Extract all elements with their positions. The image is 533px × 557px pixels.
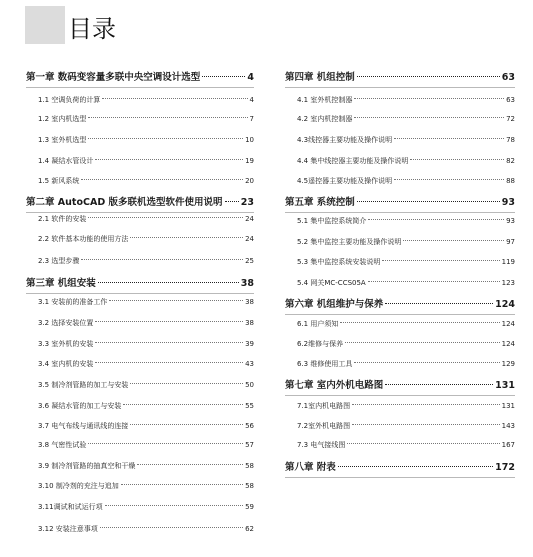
toc-entry-label: 第三章 机组安装: [26, 278, 96, 289]
toc-entry-label: 3.5 制冷剂管路的加工与安装: [38, 381, 129, 389]
toc-chapter-entry[interactable]: [285, 462, 515, 474]
toc-page-number: 19: [245, 157, 254, 165]
toc-section-entry[interactable]: [285, 237, 515, 247]
toc-page-number: 56: [245, 422, 254, 430]
toc-dot-leader: [88, 117, 247, 118]
toc-page-number: 124: [501, 340, 515, 348]
chapter-divider-line: [285, 87, 515, 88]
toc-entry-label: 3.3 室外机的安装: [38, 340, 94, 348]
toc-page-number: 38: [240, 278, 254, 289]
toc-section-entry[interactable]: [285, 359, 515, 369]
toc-section-entry[interactable]: [285, 278, 515, 288]
toc-page-number: 72: [506, 115, 515, 123]
toc-section-entry[interactable]: [26, 481, 254, 491]
toc-section-entry[interactable]: [285, 176, 515, 186]
toc-page-number: 25: [245, 257, 254, 265]
toc-entry-label: 3.1 安装前的准备工作: [38, 298, 108, 306]
chapter-divider-line: [285, 395, 515, 396]
toc-dot-leader: [352, 404, 499, 405]
toc-dot-leader: [345, 342, 499, 343]
toc-entry-label: 第四章 机组控制: [285, 72, 355, 83]
toc-entry-label: 7.1室内机电路图: [297, 402, 351, 410]
toc-dot-leader: [121, 484, 243, 485]
toc-entry-label: 4.2 室内机控制器: [297, 115, 353, 123]
toc-chapter-entry[interactable]: [26, 278, 254, 290]
toc-page-number: 124: [495, 299, 515, 310]
toc-page-number: 38: [245, 298, 254, 306]
toc-entry-label: 3.7 电气布线与通讯线的连接: [38, 422, 129, 430]
toc-section-entry[interactable]: [26, 421, 254, 431]
toc-page-number: 24: [245, 235, 254, 243]
chapter-divider-line: [285, 477, 515, 478]
toc-entry-label: 5.3 集中监控系统安装说明: [297, 258, 381, 266]
toc-section-entry[interactable]: [285, 319, 515, 329]
toc-page-number: 82: [506, 157, 515, 165]
toc-entry-label: 4.5遥控器主要功能及操作说明: [297, 177, 393, 185]
toc-chapter-entry[interactable]: [285, 197, 515, 209]
toc-section-entry[interactable]: [26, 440, 254, 450]
toc-section-entry[interactable]: [285, 114, 515, 124]
toc-section-entry[interactable]: [26, 502, 254, 512]
toc-section-entry[interactable]: [285, 421, 515, 431]
toc-entry-label: 1.5 新风系统: [38, 177, 80, 185]
toc-dot-leader: [357, 76, 500, 77]
toc-dot-leader: [354, 117, 504, 118]
toc-page-number: 10: [245, 136, 254, 144]
toc-section-entry[interactable]: [26, 156, 254, 166]
toc-page-number: 131: [495, 380, 515, 391]
toc-page-number: 93: [501, 197, 515, 208]
toc-section-entry[interactable]: [285, 216, 515, 226]
toc-dot-leader: [105, 505, 243, 506]
toc-entry-label: 2.2 软件基本功能的使用方法: [38, 235, 129, 243]
toc-entry-label: 4.4 集中线控器主要功能及操作说明: [297, 157, 409, 165]
toc-page-number: 23: [240, 197, 254, 208]
toc-page-number: 4: [247, 72, 254, 83]
toc-page-number: 39: [245, 340, 254, 348]
toc-entry-label: 1.3 室外机选型: [38, 136, 87, 144]
toc-page-number: 7: [249, 115, 254, 123]
toc-dot-leader: [385, 384, 493, 385]
toc-chapter-entry[interactable]: [285, 380, 515, 392]
toc-chapter-entry[interactable]: [26, 72, 254, 84]
toc-dot-leader: [354, 362, 499, 363]
toc-chapter-entry[interactable]: [285, 299, 515, 311]
toc-dot-leader: [102, 98, 247, 99]
toc-section-entry[interactable]: [26, 234, 254, 244]
toc-page-number: 62: [245, 525, 254, 533]
toc-dot-leader: [137, 464, 243, 465]
toc-dot-leader: [109, 300, 243, 301]
page-title: 目录: [68, 15, 116, 43]
toc-dot-leader: [88, 217, 243, 218]
toc-page-number: 124: [501, 320, 515, 328]
toc-page-number: 59: [245, 503, 254, 511]
chapter-divider-line: [285, 314, 515, 315]
toc-page-number: 63: [501, 72, 515, 83]
toc-dot-leader: [95, 342, 243, 343]
toc-dot-leader: [368, 219, 504, 220]
toc-entry-label: 7.3 电气接线图: [297, 441, 346, 449]
toc-dot-leader: [347, 443, 499, 444]
toc-entry-label: 7.2室外机电路图: [297, 422, 351, 430]
toc-dot-leader: [81, 179, 243, 180]
toc-dot-leader: [130, 237, 243, 238]
toc-dot-leader: [385, 303, 493, 304]
toc-section-entry[interactable]: [26, 339, 254, 349]
toc-section-entry[interactable]: [26, 135, 254, 145]
toc-page-number: 43: [245, 360, 254, 368]
toc-entry-label: 6.1 用户须知: [297, 320, 339, 328]
toc-dot-leader: [88, 443, 243, 444]
toc-entry-label: 第一章 数码变容量多联中央空调设计选型: [26, 72, 201, 83]
toc-dot-leader: [95, 362, 243, 363]
toc-entry-label: 6.3 维修使用工具: [297, 360, 353, 368]
toc-page-number: 50: [245, 381, 254, 389]
toc-entry-label: 1.2 室内机选型: [38, 115, 87, 123]
toc-page-number: 93: [506, 217, 515, 225]
toc-dot-leader: [403, 240, 504, 241]
toc-entry-label: 3.2 选择安装位置: [38, 319, 94, 327]
toc-section-entry[interactable]: [26, 214, 254, 224]
toc-entry-label: 3.9 制冷剂管路的抽真空和干燥: [38, 462, 136, 470]
toc-entry-label: 5.1 集中监控系统简介: [297, 217, 367, 225]
toc-dot-leader: [225, 201, 239, 202]
toc-entry-label: 3.4 室内机的安装: [38, 360, 94, 368]
toc-dot-leader: [368, 281, 500, 282]
toc-entry-label: 4.3线控器主要功能及操作说明: [297, 136, 393, 144]
toc-section-entry[interactable]: [285, 156, 515, 166]
toc-entry-label: 3.10 制冷剂的充注与追加: [38, 482, 119, 490]
toc-page-number: 131: [501, 402, 515, 410]
toc-dot-leader: [100, 527, 243, 528]
toc-section-entry[interactable]: [26, 359, 254, 369]
toc-section-entry[interactable]: [26, 318, 254, 328]
toc-entry-label: 5.4 网关MC-CCS05A: [297, 279, 366, 287]
toc-dot-leader: [394, 179, 504, 180]
toc-entry-label: 3.11调试和试运行项: [38, 503, 103, 511]
toc-page-number: 57: [245, 441, 254, 449]
toc-entry-label: 2.1 软件的安装: [38, 215, 87, 223]
toc-entry-label: 1.1 空调负荷的计算: [38, 96, 101, 104]
toc-section-entry[interactable]: [285, 339, 515, 349]
toc-dot-leader: [202, 76, 245, 77]
toc-section-entry[interactable]: [26, 176, 254, 186]
title-decoration-block: [25, 6, 65, 44]
toc-dot-leader: [123, 404, 243, 405]
toc-page-number: 58: [245, 462, 254, 470]
toc-page-number: 167: [501, 441, 515, 449]
toc-section-entry[interactable]: [26, 401, 254, 411]
toc-dot-leader: [340, 322, 499, 323]
toc-page-number: 55: [245, 402, 254, 410]
toc-section-entry[interactable]: [26, 524, 254, 534]
toc-section-entry[interactable]: [26, 95, 254, 105]
chapter-divider-line: [26, 212, 254, 213]
toc-page-number: 20: [245, 177, 254, 185]
toc-dot-leader: [130, 383, 243, 384]
toc-page-number: 88: [506, 177, 515, 185]
toc-dot-leader: [338, 466, 493, 467]
toc-dot-leader: [95, 159, 243, 160]
toc-page-number: 123: [501, 279, 515, 287]
toc-dot-leader: [410, 159, 504, 160]
toc-chapter-entry[interactable]: [285, 72, 515, 84]
toc-entry-label: 5.2 集中监控主要功能及操作说明: [297, 238, 402, 246]
chapter-divider-line: [26, 87, 254, 88]
chapter-divider-line: [285, 212, 515, 213]
toc-entry-label: 第八章 附表: [285, 462, 336, 473]
toc-section-entry[interactable]: [26, 256, 254, 266]
toc-dot-leader: [352, 424, 499, 425]
toc-section-entry[interactable]: [285, 135, 515, 145]
toc-dot-leader: [382, 260, 499, 261]
toc-page-number: 38: [245, 319, 254, 327]
toc-page-number: 129: [501, 360, 515, 368]
toc-section-entry[interactable]: [285, 440, 515, 450]
toc-section-entry[interactable]: [285, 401, 515, 411]
toc-entry-label: 第六章 机组维护与保养: [285, 299, 384, 310]
toc-entry-label: 第七章 室内外机电路图: [285, 380, 384, 391]
toc-chapter-entry[interactable]: [26, 197, 254, 209]
toc-page-number: 97: [506, 238, 515, 246]
toc-section-entry[interactable]: [285, 257, 515, 267]
toc-section-entry[interactable]: [26, 461, 254, 471]
toc-page-number: 78: [506, 136, 515, 144]
toc-entry-label: 3.8 气密性试验: [38, 441, 87, 449]
toc-page-number: 63: [506, 96, 515, 104]
toc-section-entry[interactable]: [285, 95, 515, 105]
toc-entry-label: 4.1 室外机控制器: [297, 96, 353, 104]
toc-dot-leader: [130, 424, 243, 425]
toc-dot-leader: [357, 201, 500, 202]
toc-section-entry[interactable]: [26, 297, 254, 307]
toc-dot-leader: [88, 138, 243, 139]
chapter-divider-line: [26, 293, 254, 294]
toc-entry-label: 1.4 凝结水管设计: [38, 157, 94, 165]
toc-dot-leader: [394, 138, 504, 139]
toc-section-entry[interactable]: [26, 380, 254, 390]
toc-page-number: 119: [501, 258, 515, 266]
toc-entry-label: 3.12 安装注意事项: [38, 525, 98, 533]
toc-page-number: 58: [245, 482, 254, 490]
toc-section-entry[interactable]: [26, 114, 254, 124]
toc-dot-leader: [98, 282, 239, 283]
toc-page-number: 24: [245, 215, 254, 223]
toc-entry-label: 第二章 AutoCAD 版多联机选型软件使用说明: [26, 197, 223, 208]
toc-entry-label: 2.3 选型步骤: [38, 257, 80, 265]
toc-entry-label: 第五章 系统控制: [285, 197, 355, 208]
toc-page-number: 4: [249, 96, 254, 104]
toc-dot-leader: [95, 321, 243, 322]
toc-entry-label: 6.2维修与保养: [297, 340, 344, 348]
toc-entry-label: 3.6 凝结水管的加工与安装: [38, 402, 122, 410]
toc-page-number: 172: [495, 462, 515, 473]
toc-dot-leader: [81, 259, 243, 260]
toc-dot-leader: [354, 98, 504, 99]
toc-page-number: 143: [501, 422, 515, 430]
